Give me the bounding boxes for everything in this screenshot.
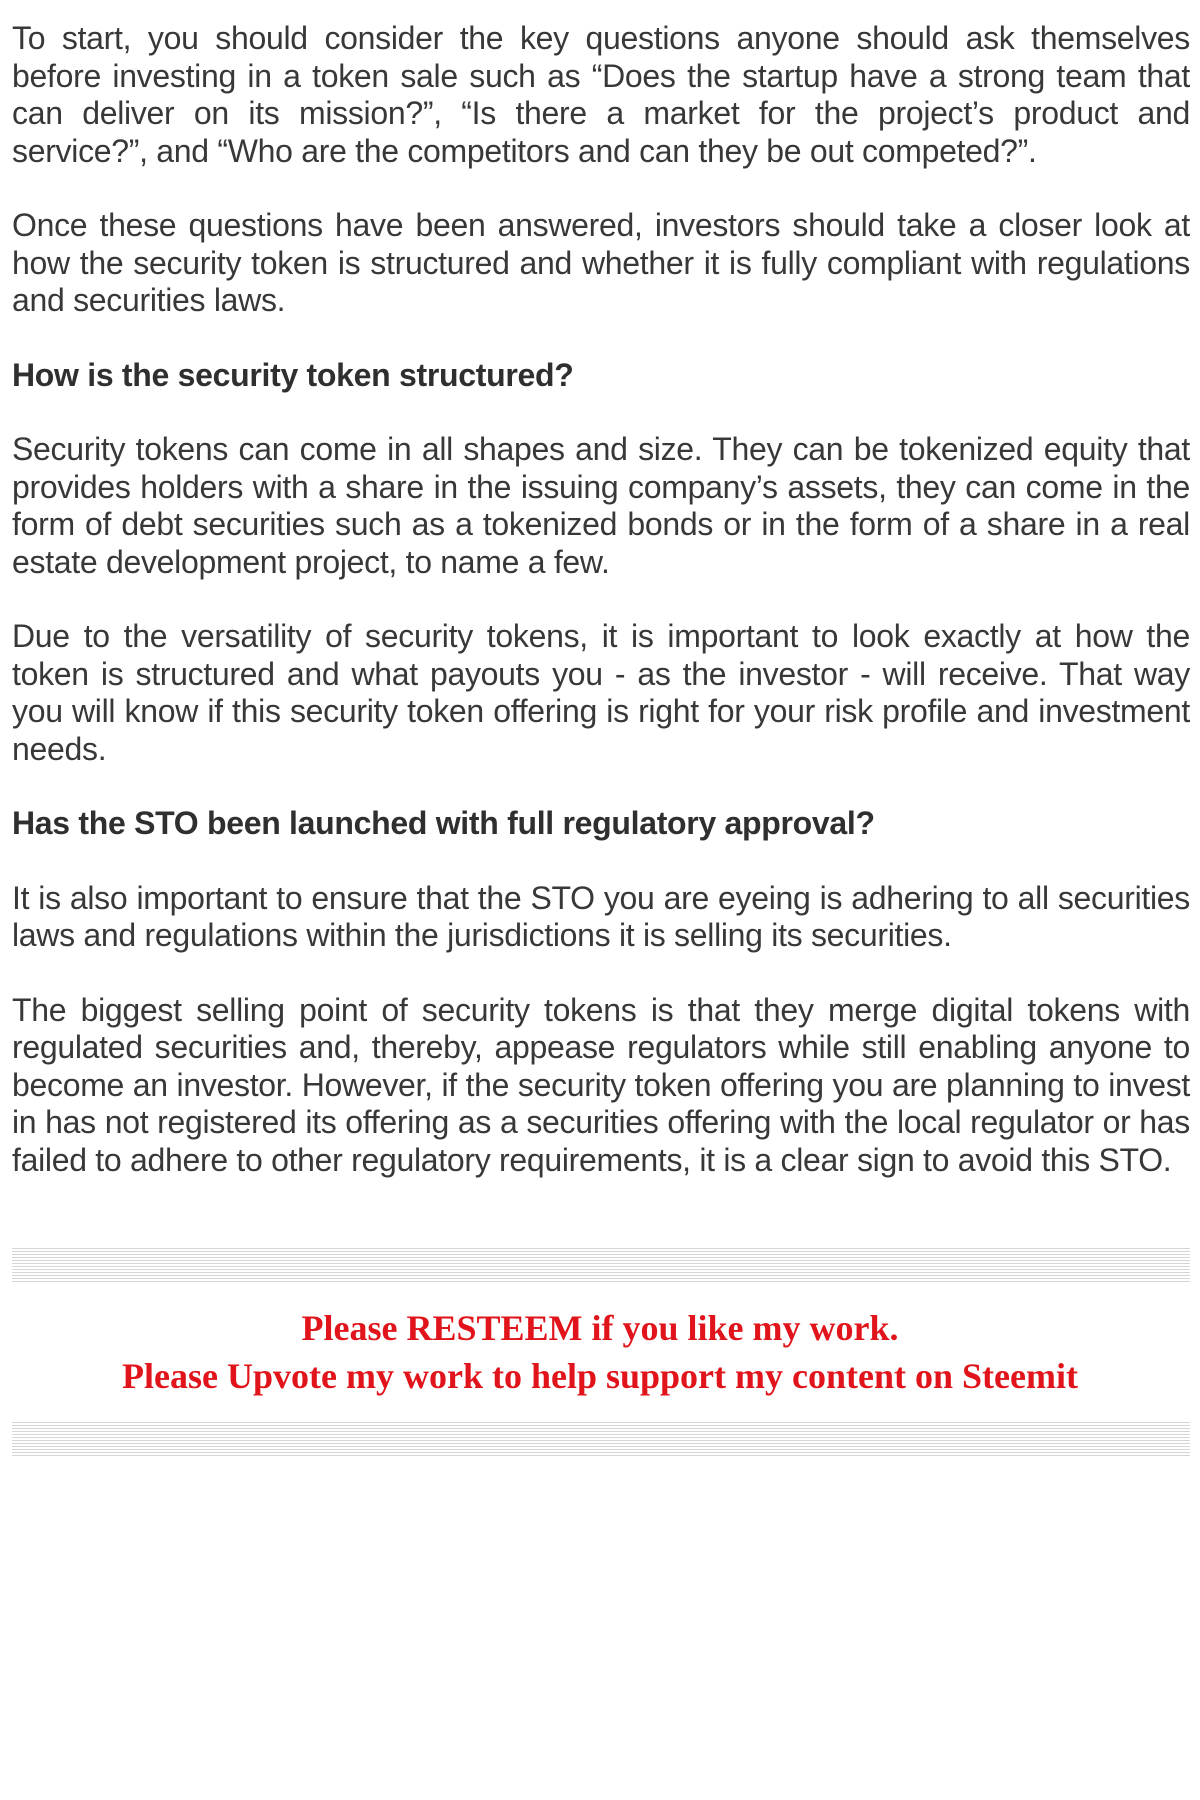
paragraph-laws-regulations: It is also important to ensure that the STO you are eyeing is adhering to all securities laws and regulations within the jurisdictions it is selling its securities. (12, 879, 1190, 953)
article-body (12, 20, 1190, 1216)
paragraph-versatility: Due to the versatility of security tokens, it is important to look exactly at how the token is structured and what payouts you - as the investor - will receive. That way you will know if this security token offering is right for your risk profile and investment needs. (12, 618, 1190, 767)
heading-token-structure: How is the security token structured? (12, 356, 574, 393)
divider-bottom (12, 1422, 1190, 1458)
heading-regulatory-approval: Has the STO been launched with full regulatory approval? (12, 805, 875, 841)
upvote-call-to-action: Please Upvote my work to help support my content on Steemit (122, 1356, 1078, 1396)
paragraph-intro: To start, you should consider the key questions anyone should ask themselves before investing in a token sale such as “Does the startup have a strong team that can deliver on its mission?”, “Is there a market for the project’s product and service?”, and “Who are the competitors and can they be out competed?”. (12, 20, 1190, 169)
paragraph-structure-compliance: Once these questions have been answered, investors should take a closer look at how the security token is structured and whether it is fully compliant with regulations and securities laws. (12, 207, 1190, 318)
resteem-call-to-action: Please RESTEEM if you like my work. (301, 1308, 899, 1348)
paragraph-selling-point: The biggest selling point of security tokens is that they merge digital tokens with regulated securities and, thereby, appease regulators while still enabling anyone to become an investor. However, if the security token offering you are planning to invest in has not registered its offering as a securities offering with the local regulator or has failed to adhere to other regulatory requirements, it is a clear sign to avoid this STO. (12, 991, 1190, 1178)
divider-top (12, 1248, 1190, 1282)
paragraph-token-types: Security tokens can come in all shapes and size. They can be tokenized equity that provides holders with a share in the issuing company’s assets, they can come in the form of debt securities such as a tokenized bonds or in the form of a share in a real estate development project, to name a few. (12, 431, 1190, 580)
